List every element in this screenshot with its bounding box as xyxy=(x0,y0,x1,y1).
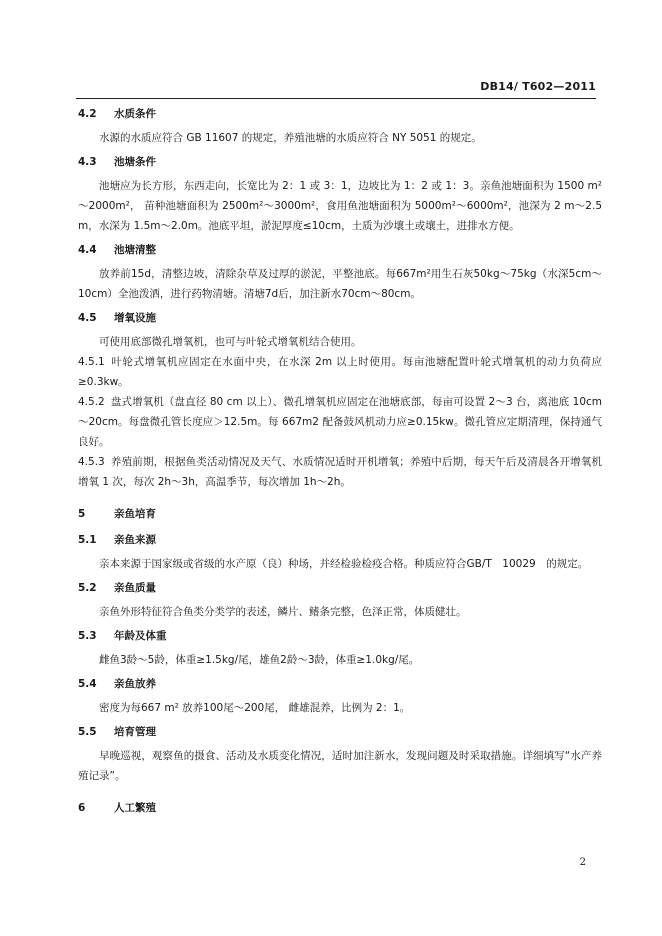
heading-title: 池塘条件 xyxy=(114,156,156,168)
standard-code: DB14/ T602—2011 xyxy=(480,80,596,93)
paragraph-5-3: 雌鱼3龄～5龄，体重≥1.5kg/尾，雄鱼2龄～3龄，体重≥1.0kg/尾。 xyxy=(99,654,420,666)
heading-number: 5 xyxy=(78,508,86,520)
paragraph-5-4: 密度为每667 m² 放养100尾～200尾， 雌雄混养，比例为 2：1。 xyxy=(99,702,411,714)
heading-number: 4.2 xyxy=(78,108,97,120)
heading-5-5 xyxy=(78,724,602,740)
heading-number: 5.2 xyxy=(78,582,97,594)
paragraph-4-4: 放养前15d，清整边坡，清除杂草及过厚的淤泥，平整池底。每667m²用生石灰50kg～75kg（水深5cm～10cm）全池泼洒，进行药物清塘。清塘7d后，加注新水70cm～80cm。 xyxy=(78,268,602,300)
clause-4-5-2 xyxy=(78,392,602,452)
page-number: 2 xyxy=(579,857,586,868)
clause-text: 盘式增氧机（盘直径 80 cm 以上）、微孔增氧机应固定在池塘底部，每亩可设置 2～3 台，离池底 10cm～20cm。每盘微孔管长度应＞12.5m。每 667m2 配备鼓风机动力应≥0.15kw。微孔管应定期清理，保持通气良好。 xyxy=(78,396,602,448)
paragraph-5-5: 早晚巡视，观察鱼的摄食、活动及水质变化情况，适时加注新水，发现问题及时采取措施。详细填写“水产养殖记录”。 xyxy=(78,750,602,782)
document-body xyxy=(78,106,602,816)
heading-5-3 xyxy=(78,628,602,644)
heading-number: 4.5 xyxy=(78,312,97,324)
clause-4-5-1 xyxy=(78,352,602,392)
heading-title: 人工繁殖 xyxy=(114,802,156,814)
paragraph-4-2: 水源的水质应符合 GB 11607 的规定，养殖池塘的水质应符合 NY 5051 的规定。 xyxy=(99,132,482,144)
clause-number: 4.5.3 xyxy=(78,456,105,468)
heading-6 xyxy=(78,800,602,816)
heading-title: 水质条件 xyxy=(114,108,156,120)
heading-5-4 xyxy=(78,676,602,692)
clause-4-5-3 xyxy=(78,452,602,492)
heading-title: 池塘清整 xyxy=(114,244,156,256)
heading-number: 5.4 xyxy=(78,678,97,690)
heading-title: 亲鱼培育 xyxy=(114,508,156,520)
heading-number: 4.4 xyxy=(78,244,97,256)
heading-title: 年龄及体重 xyxy=(114,630,167,642)
heading-4-4 xyxy=(78,242,602,258)
heading-4-3 xyxy=(78,154,602,170)
clause-text: 叶轮式增氧机应固定在水面中央，在水深 2m 以上时使用。每亩池塘配置叶轮式增氧机的动力负荷应≥0.3kw。 xyxy=(78,356,602,388)
paragraph-4-5: 可使用底部微孔增氧机，也可与叶轮式增氧机结合使用。 xyxy=(99,336,362,348)
paragraph-5-2: 亲鱼外形特征符合鱼类分类学的表述，鳞片、鳍条完整，色泽正常，体质健壮。 xyxy=(99,606,467,618)
clause-text: 养殖前期，根据鱼类活动情况及天气、水质情况适时开机增氧；养殖中后期，每天午后及清晨各开增氧机增氧 1 次，每次 2h～3h，高温季节，每次增加 1h～2h。 xyxy=(78,456,602,488)
heading-5 xyxy=(78,506,602,522)
heading-number: 6 xyxy=(78,802,86,814)
clause-number: 4.5.2 xyxy=(78,396,105,408)
heading-title: 亲鱼放养 xyxy=(114,678,156,690)
heading-title: 亲鱼来源 xyxy=(114,534,156,546)
heading-4-5 xyxy=(78,310,602,326)
heading-5-2 xyxy=(78,580,602,596)
heading-title: 培育管理 xyxy=(114,726,156,738)
heading-number: 5.3 xyxy=(78,630,97,642)
heading-title: 增氧设施 xyxy=(114,312,156,324)
heading-number: 5.1 xyxy=(78,534,97,546)
heading-number: 4.3 xyxy=(78,156,97,168)
paragraph-5-1: 亲本来源于国家级或省级的水产原（良）种场，并经检验检疫合格。种质应符合GB/T 10029 的规定。 xyxy=(99,558,589,570)
header-rule xyxy=(76,98,596,99)
heading-5-1 xyxy=(78,532,602,548)
heading-number: 5.5 xyxy=(78,726,97,738)
heading-title: 亲鱼质量 xyxy=(114,582,156,594)
paragraph-4-3: 池塘应为长方形，东西走向，长宽比为 2：1 或 3：1，边坡比为 1：2 或 1：3。亲鱼池塘面积为 1500 m²～2000m²， 苗种池塘面积为 2500m²～3000m²，食用鱼池塘面积为 5000m²～6000m²，池深为 2 m～2.5 m，水深为 1.5m～2.0m。池底平坦，淤泥厚度≤10cm，土质为沙壤土或壤土，进排水方便。 xyxy=(78,180,602,232)
heading-4-2 xyxy=(78,106,602,122)
clause-number: 4.5.1 xyxy=(78,356,105,368)
